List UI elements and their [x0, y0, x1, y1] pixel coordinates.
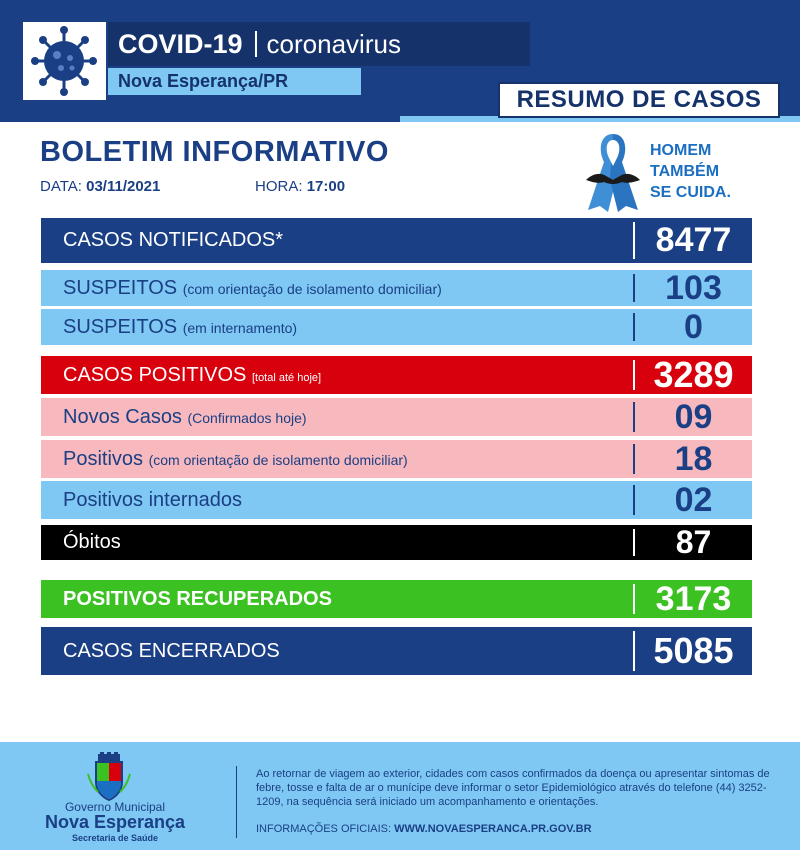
row-recovered — [41, 580, 752, 618]
date-value: 03/11/2021 — [86, 178, 161, 195]
row-value: 18 — [674, 439, 713, 478]
page-subtitle: coronavirus — [266, 28, 401, 59]
title-separator — [255, 31, 257, 57]
row-label — [41, 531, 633, 554]
info-label: INFORMAÇÕES OFICIAIS: — [256, 823, 392, 835]
title-banner — [108, 22, 530, 66]
row-title: CASOS NOTIFICADOS* — [63, 229, 284, 251]
row-label — [41, 406, 633, 429]
row-title: SUSPEITOS — [63, 276, 178, 299]
row-title: POSITIVOS RECUPERADOS — [63, 587, 332, 610]
row-value: 0 — [684, 307, 703, 346]
row-note: (com orientação de isolamento domiciliar) — [182, 280, 442, 297]
campaign-line-2: TAMBÉM — [650, 163, 720, 180]
row-suspects-home — [41, 270, 752, 306]
row-label — [41, 316, 633, 339]
row-label — [41, 448, 633, 471]
row-deaths — [41, 525, 752, 560]
campaign-line-3: SE CUIDA. — [650, 184, 731, 201]
info-url[interactable]: WWW.NOVAESPERANCA.PR.GOV.BR — [394, 823, 592, 835]
row-value: 87 — [675, 524, 712, 560]
row-label — [41, 489, 633, 512]
city-label: Nova Esperança/PR — [108, 68, 361, 95]
footer-info — [256, 823, 592, 835]
row-label — [41, 588, 633, 611]
virus-icon — [23, 22, 106, 100]
date-label: DATA: — [40, 178, 82, 195]
row-value: 02 — [674, 480, 713, 519]
bulletin-title: BOLETIM INFORMATIVO — [40, 136, 389, 168]
row-label — [41, 229, 633, 252]
campaign-text — [650, 140, 731, 203]
row-notified-cases — [41, 218, 752, 263]
row-value: 09 — [674, 397, 713, 436]
row-note: (com orientação de isolamento domiciliar) — [148, 451, 408, 468]
row-note: [total até hoje] — [251, 371, 322, 384]
bulletin-date — [40, 178, 160, 195]
row-new-cases — [41, 398, 752, 436]
gov-label: Governo Municipal — [64, 800, 166, 814]
time-value: 17:00 — [306, 178, 346, 195]
row-title: Óbitos — [63, 531, 121, 553]
row-value: 8477 — [655, 221, 732, 259]
row-value: 3289 — [653, 354, 734, 395]
department-label: Secretaria de Saúde — [71, 833, 159, 843]
footer-divider — [236, 766, 237, 838]
row-value: 3173 — [655, 579, 732, 618]
row-title: Positivos internados — [63, 488, 242, 511]
row-note: (em internamento) — [182, 319, 298, 336]
city-name: Nova Esperança — [44, 812, 186, 832]
footer-notice: Ao retornar de viagem ao exterior, cidades com casos confirmados da doença ou apresentar sintomas de febre, tosse e falta de ar o munícipe deve informar o setor Epidemiológico através do telefone (44) 3252-1209, na sequência será iniciado um acompanhamento e orientações. — [256, 768, 770, 808]
summary-badge: RESUMO DE CASOS — [498, 82, 780, 118]
row-positive-hospital — [41, 481, 752, 519]
row-label — [41, 364, 633, 387]
row-label — [41, 277, 633, 300]
awareness-ribbon-icon — [578, 128, 648, 214]
page-title: COVID-19 — [118, 28, 243, 59]
row-label — [41, 640, 633, 663]
row-value: 103 — [665, 268, 722, 307]
city-crest-icon — [84, 752, 134, 802]
campaign-line-1: HOMEM — [650, 142, 712, 159]
row-title: Positivos — [63, 447, 144, 470]
row-note: (Confirmados hoje) — [187, 409, 307, 426]
row-title: CASOS POSITIVOS — [63, 363, 247, 386]
row-suspects-hospital — [41, 309, 752, 345]
row-positive-total — [41, 356, 752, 394]
row-title: SUSPEITOS — [63, 315, 178, 338]
row-closed-cases — [41, 627, 752, 675]
row-positive-home — [41, 440, 752, 478]
row-value: 5085 — [653, 630, 734, 671]
time-label: HORA: — [255, 178, 303, 195]
row-title: CASOS ENCERRADOS — [63, 639, 280, 662]
bulletin-time — [255, 178, 345, 195]
row-title: Novos Casos — [63, 405, 182, 428]
